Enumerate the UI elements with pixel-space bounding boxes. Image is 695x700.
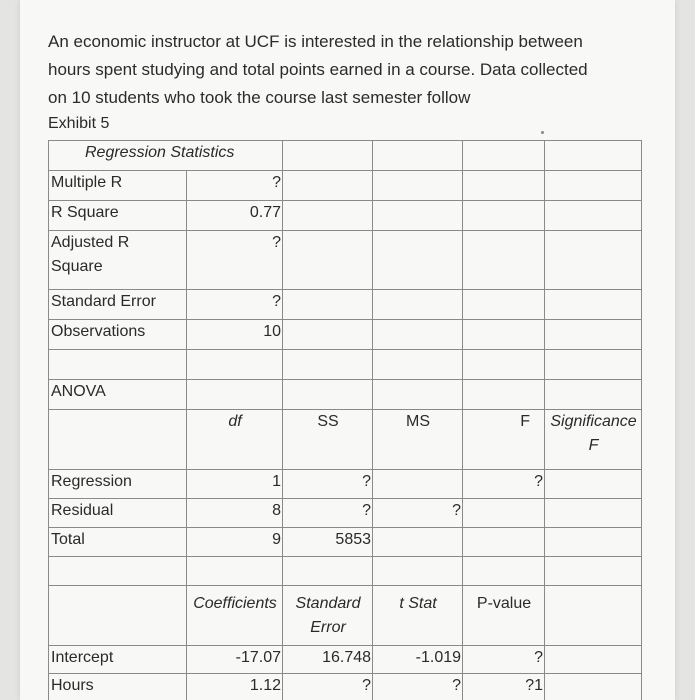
table-row <box>49 410 642 470</box>
table-row <box>49 646 642 674</box>
total-df: 9 <box>187 528 283 557</box>
observations-label: Observations <box>49 320 187 350</box>
total-significance <box>545 528 642 557</box>
residual-ms: ? <box>373 499 463 528</box>
question-line-2: hours spent studying and total points earned in a course. Data collected <box>48 60 588 79</box>
table-row <box>49 380 642 410</box>
residual-f <box>463 499 545 528</box>
page-speck <box>541 131 544 134</box>
significance-line-1: Significance <box>550 413 637 430</box>
anova-f-header: F <box>463 410 545 470</box>
hours-p-value: ?1 <box>463 674 545 700</box>
adjusted-r-label-line-2: Square <box>51 258 103 275</box>
intercept-p-value: ? <box>463 646 545 674</box>
table-row <box>49 141 642 171</box>
table-row <box>49 201 642 231</box>
regression-f: ? <box>463 470 545 499</box>
observations-value: 10 <box>187 320 283 350</box>
r-square-value: 0.77 <box>187 201 283 231</box>
table-row <box>49 557 642 586</box>
total-ms <box>373 528 463 557</box>
multiple-r-value: ? <box>187 171 283 201</box>
total-f <box>463 528 545 557</box>
table-row <box>49 290 642 320</box>
regression-ss: ? <box>283 470 373 499</box>
table-row <box>49 674 642 700</box>
hours-label: Hours <box>49 674 187 700</box>
table-row <box>49 499 642 528</box>
t-stat-header: t Stat <box>373 586 463 646</box>
intercept-t-stat: -1.019 <box>373 646 463 674</box>
regression-statistics-header: Regression Statistics <box>49 141 283 171</box>
exhibit-label: Exhibit 5 <box>48 115 110 132</box>
standard-error-value: ? <box>187 290 283 320</box>
intercept-coefficient: -17.07 <box>187 646 283 674</box>
standard-error-header <box>283 586 373 646</box>
significance-line-2: F <box>588 437 599 454</box>
hours-standard-error: ? <box>283 674 373 700</box>
residual-label: Residual <box>49 499 187 528</box>
table-row <box>49 586 642 646</box>
intercept-label: Intercept <box>49 646 187 674</box>
table-row <box>49 528 642 557</box>
r-square-label: R Square <box>49 201 187 231</box>
table-row <box>49 231 642 290</box>
regression-output-table <box>48 140 642 700</box>
residual-significance <box>545 499 642 528</box>
standard-header-line-1: Standard <box>295 595 361 612</box>
adjusted-r-square-value: ? <box>187 231 283 290</box>
regression-df: 1 <box>187 470 283 499</box>
residual-ss: ? <box>283 499 373 528</box>
total-ss: 5853 <box>283 528 373 557</box>
question-line-1: An economic instructor at UCF is interested in the relationship between <box>48 32 583 51</box>
anova-df-header: df <box>187 410 283 470</box>
adjusted-r-square-label <box>49 231 187 290</box>
regression-significance <box>545 470 642 499</box>
anova-title: ANOVA <box>49 380 187 410</box>
adjusted-r-label-line-1: Adjusted R <box>51 234 130 251</box>
p-value-header: P-value <box>463 586 545 646</box>
table-row <box>49 470 642 499</box>
table-row <box>49 320 642 350</box>
table-row <box>49 350 642 380</box>
residual-df: 8 <box>187 499 283 528</box>
anova-significance-header <box>545 410 642 470</box>
anova-ms-header: MS <box>373 410 463 470</box>
standard-header-line-2: Error <box>310 619 346 636</box>
anova-ss-header: SS <box>283 410 373 470</box>
regression-ms <box>373 470 463 499</box>
regression-label: Regression <box>49 470 187 499</box>
table-row <box>49 171 642 201</box>
intercept-standard-error: 16.748 <box>283 646 373 674</box>
question-text <box>48 28 658 112</box>
hours-t-stat: ? <box>373 674 463 700</box>
standard-error-label: Standard Error <box>49 290 187 320</box>
total-label: Total <box>49 528 187 557</box>
question-line-3: on 10 students who took the course last semester follow <box>48 88 471 107</box>
coefficients-header: Coefficients <box>187 586 283 646</box>
multiple-r-label: Multiple R <box>49 171 187 201</box>
hours-coefficient: 1.12 <box>187 674 283 700</box>
